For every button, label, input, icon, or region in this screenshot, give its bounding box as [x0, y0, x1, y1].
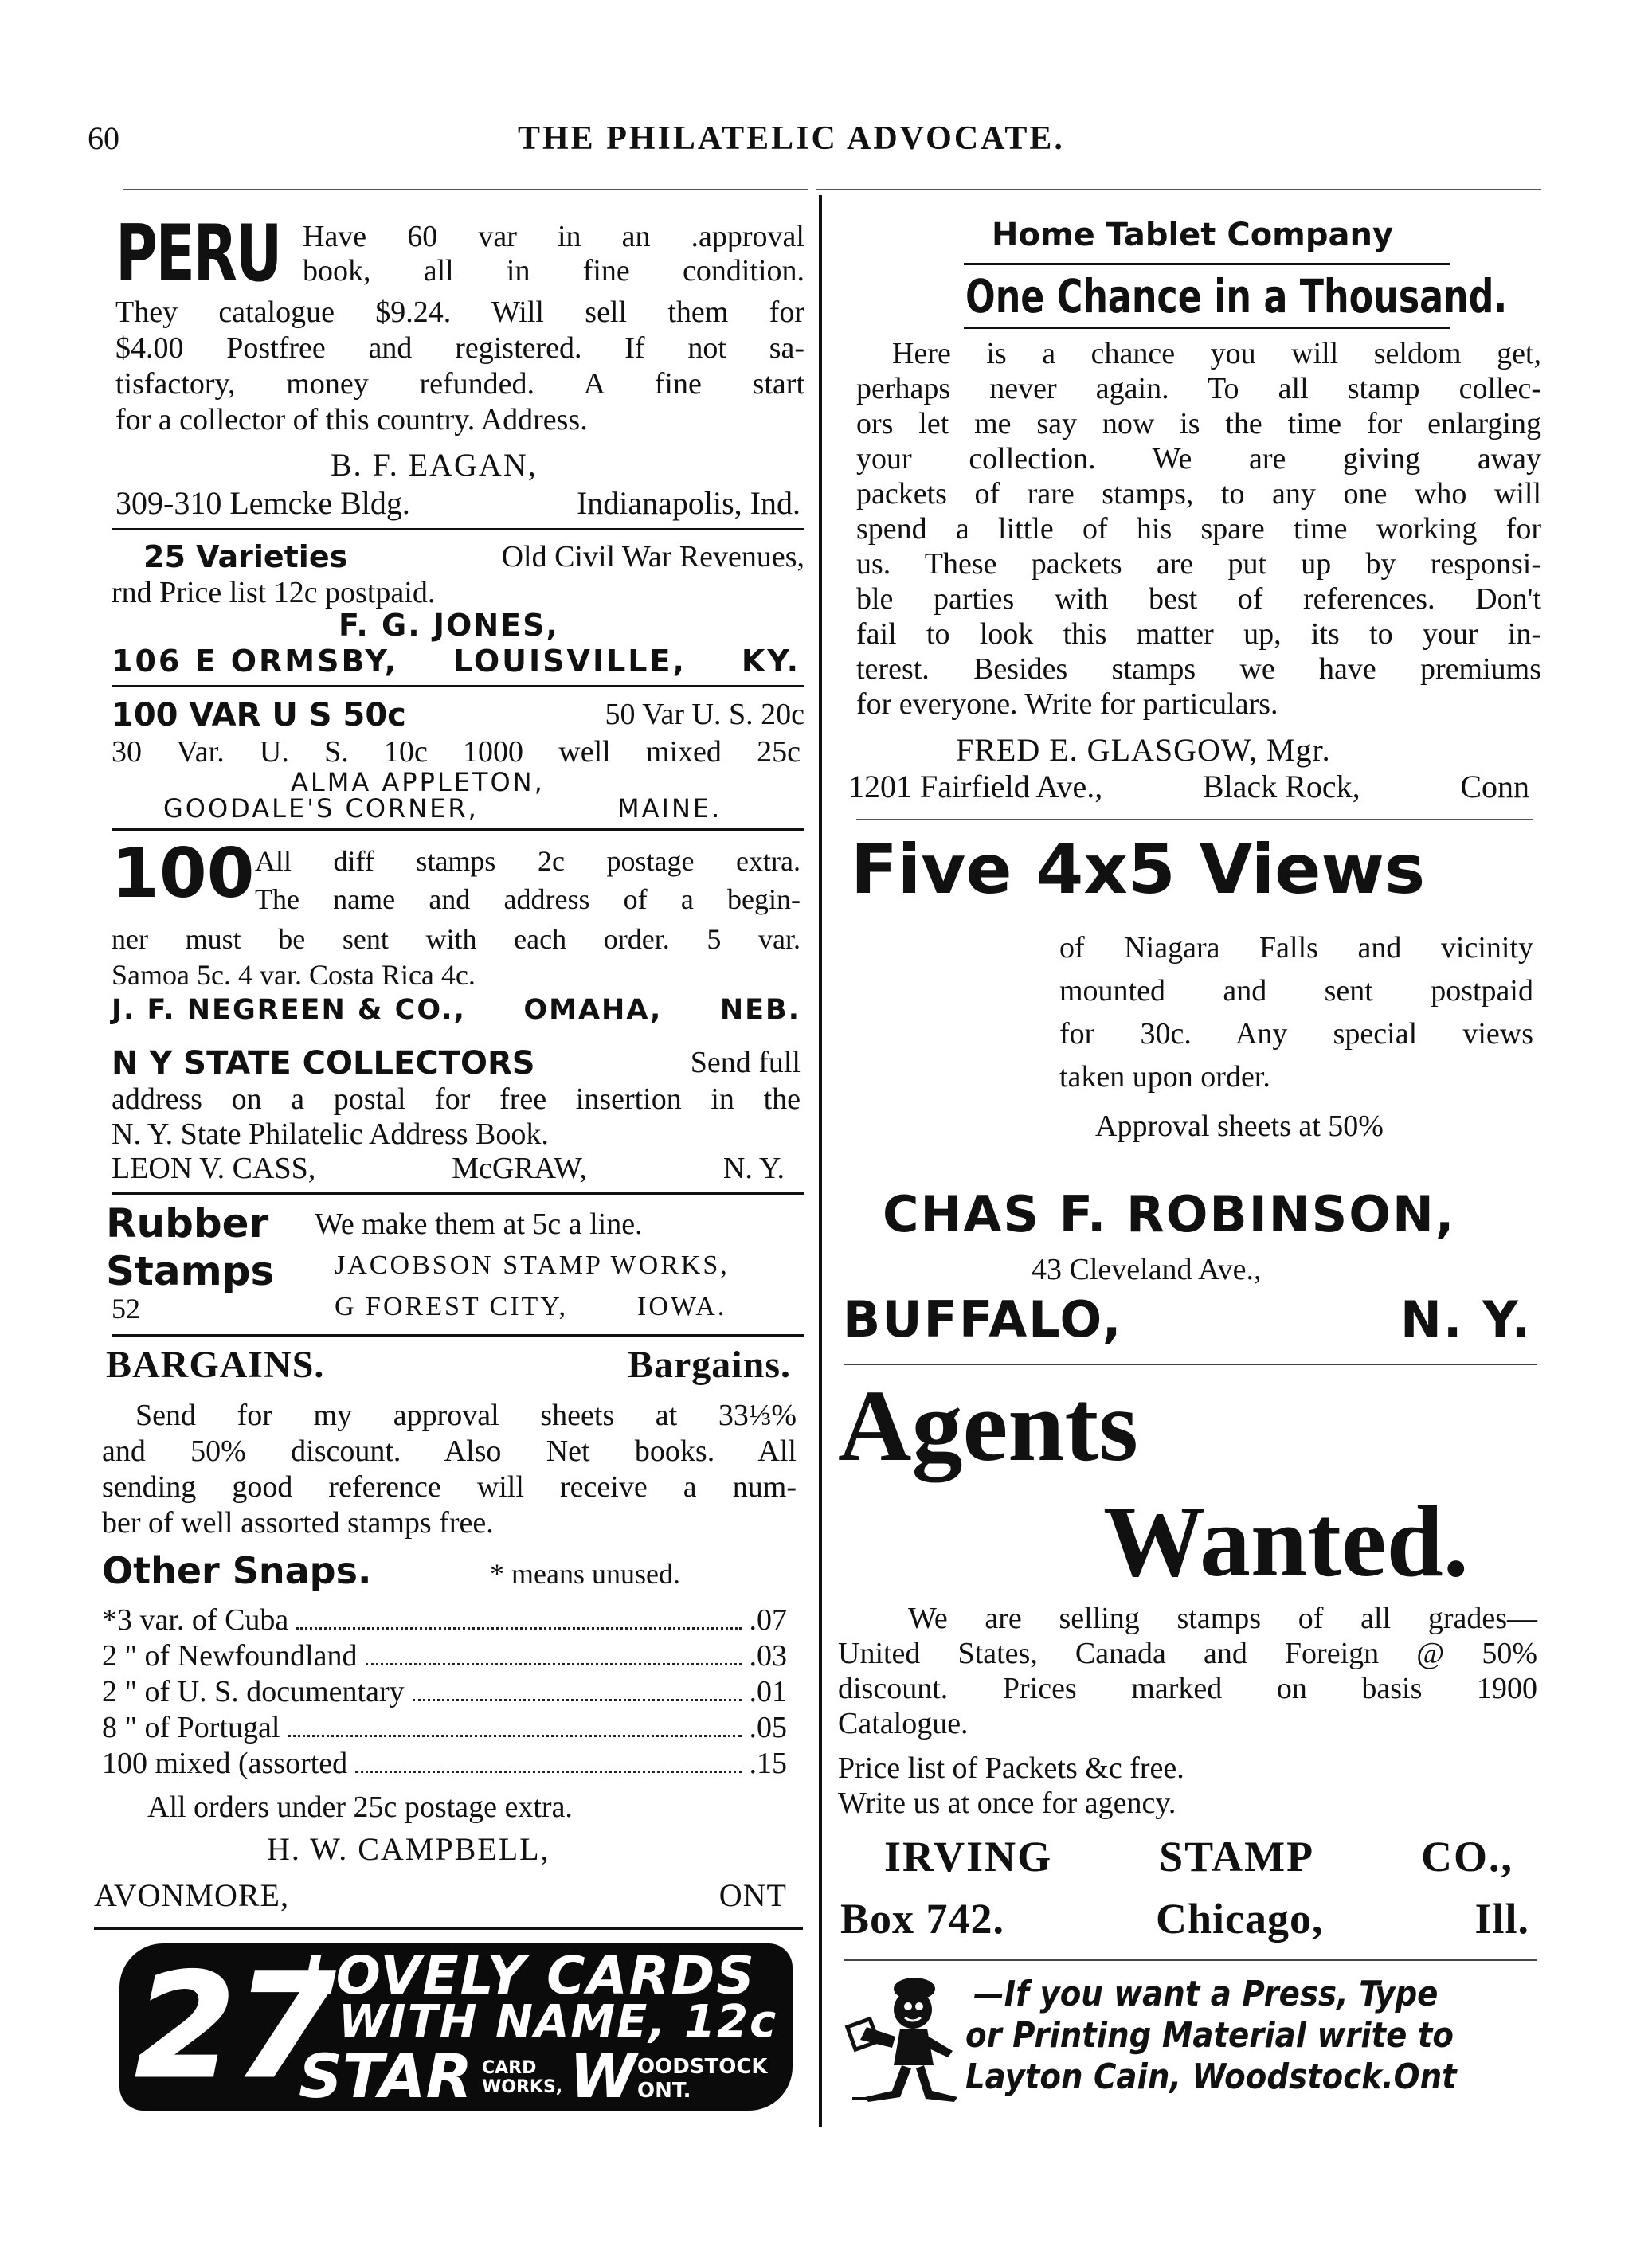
- irving-address-city: Chicago,: [1156, 1895, 1324, 1943]
- home-tablet-text-line: ors let me say now is the time for enlarging: [856, 407, 1541, 440]
- campbell-title-right: Bargains.: [627, 1344, 791, 1386]
- campbell-postage-note: All orders under 25c postage extra.: [147, 1790, 573, 1824]
- price-list-row: [102, 1638, 787, 1673]
- price-list-row: [102, 1603, 787, 1638]
- peru-advertiser-name: B. F. EAGAN,: [331, 447, 538, 483]
- cain-text-line: or Printing Material write to: [965, 2015, 1454, 2056]
- jacobson-company: JACOBSON STAMP WORKS,: [335, 1250, 730, 1280]
- negreen-text-line: The name and address of a begin-: [255, 883, 801, 915]
- jacobson-address-city: G FOREST CITY,: [335, 1292, 568, 1321]
- campbell-text-line: ber of well assorted stamps free.: [102, 1506, 494, 1540]
- campbell-address-province: ONT: [718, 1877, 787, 1913]
- header-rule-left: [123, 189, 808, 190]
- printer-devil-icon: [844, 1971, 964, 2107]
- banner-star: STAR: [299, 2041, 473, 2111]
- leader-dots: [355, 1746, 741, 1773]
- home-tablet-address: [848, 768, 1529, 805]
- campbell-snaps-note: * means unused.: [490, 1558, 680, 1590]
- negreen-address-city: OMAHA,: [523, 994, 663, 1026]
- price-list-price: .01: [749, 1675, 787, 1708]
- irving-company-word: CO.,: [1421, 1833, 1513, 1881]
- home-tablet-company: Home Tablet Company: [992, 217, 1394, 253]
- banner-number: 27: [135, 1943, 335, 2110]
- home-tablet-text-line: Here is a chance you will seldom get,: [892, 337, 1541, 370]
- irving-company-line: [884, 1832, 1513, 1881]
- column-divider: [819, 195, 822, 2127]
- irving-text-line: Catalogue.: [838, 1707, 969, 1740]
- header-rule-right: [816, 189, 1541, 190]
- robinson-city: BUFFALO,: [843, 1290, 1123, 1348]
- irving-address: [840, 1894, 1529, 1943]
- appleton-address-town: GOODALE'S CORNER,: [163, 793, 479, 824]
- irving-address-state: Ill.: [1474, 1895, 1529, 1943]
- jones-advertiser-name: F. G. JONES,: [339, 608, 559, 643]
- peru-address: [115, 484, 801, 522]
- peru-address-city: Indianapolis, Ind.: [576, 485, 801, 521]
- negreen-text-line: Samoa 5c. 4 var. Costa Rica 4c.: [112, 959, 476, 991]
- home-tablet-address-state: Conn: [1460, 769, 1529, 804]
- cass-lead-line: [112, 1045, 801, 1082]
- robinson-text-line: mounted and sent postpaid: [1059, 974, 1533, 1008]
- campbell-title-left: BARGAINS.: [106, 1344, 325, 1386]
- lovely-cards-banner: [119, 1943, 793, 2111]
- campbell-text-line: sending good reference will receive a num-: [102, 1470, 797, 1504]
- price-list-item: *3 var. of Cuba: [102, 1603, 289, 1637]
- price-list-item: 8 " of Portugal: [102, 1711, 280, 1744]
- home-tablet-address-street: 1201 Fairfield Ave.,: [848, 769, 1103, 804]
- robinson-text-line: for 30c. Any special views: [1059, 1017, 1533, 1051]
- jacobson-word-stamps: Stamps: [106, 1248, 275, 1294]
- leader-dots: [296, 1603, 741, 1630]
- peru-text-line: $4.00 Postfree and registered. If not sa-: [115, 331, 804, 365]
- irving-headline-wanted: Wanted.: [1103, 1485, 1469, 1598]
- price-list-row: [102, 1710, 787, 1745]
- cass-address: [112, 1151, 785, 1186]
- irving-text-line: Write us at once for agency.: [838, 1787, 1176, 1820]
- jacobson-word-rubber: Rubber: [106, 1200, 269, 1246]
- price-list-price: .15: [749, 1747, 787, 1780]
- price-list-row: [102, 1746, 787, 1781]
- irving-text-line: United States, Canada and Foreign @ 50%: [838, 1637, 1537, 1670]
- ad-divider: [856, 819, 1533, 820]
- ad-divider: [844, 1959, 1537, 1961]
- negreen-text-line: ner must be sent with each order. 5 var.: [112, 923, 801, 955]
- home-tablet-text-line: your collection. We are giving away: [856, 442, 1541, 476]
- price-list-item: 2 " of Newfoundland: [102, 1639, 358, 1673]
- peru-text-line: book, all in fine condition.: [303, 254, 804, 288]
- negreen-text-line: All diff stamps 2c postage extra.: [255, 845, 801, 877]
- cain-text-line: Layton Cain, Woodstock.Ont: [965, 2057, 1457, 2097]
- peru-address-street: 309-310 Lemcke Bldg.: [115, 485, 410, 521]
- home-tablet-address-town: Black Rock,: [1202, 769, 1360, 804]
- robinson-state: N. Y.: [1400, 1290, 1533, 1348]
- leader-dots: [366, 1638, 742, 1665]
- banner-woodstock: OODSTOCK ONT.: [637, 2055, 768, 2103]
- robinson-approval-note: Approval sheets at 50%: [1095, 1110, 1384, 1143]
- robinson-advertiser-name: CHAS F. ROBINSON,: [883, 1185, 1456, 1243]
- campbell-snaps-title: Other Snaps.: [102, 1549, 372, 1592]
- jones-address: [112, 644, 801, 679]
- leader-dots: [288, 1710, 741, 1737]
- company-underline: [964, 263, 1450, 265]
- robinson-street: 43 Cleveland Ave.,: [1032, 1253, 1262, 1286]
- home-tablet-text-line: perhaps never again. To all stamp collec-: [856, 372, 1541, 405]
- negreen-address-state: NEB.: [719, 994, 801, 1026]
- home-tablet-text-line: for everyone. Write for particulars.: [856, 687, 1278, 721]
- jones-text-line: rnd Price list 12c postpaid.: [112, 576, 436, 609]
- leader-dots: [413, 1674, 742, 1701]
- appleton-text-line: 30 Var. U. S. 10c 1000 well mixed 25c: [112, 735, 801, 769]
- home-tablet-text-line: fail to look this matter up, its to your in-: [856, 617, 1541, 651]
- banner-line1: LOVELY CARDS: [303, 1945, 756, 2006]
- jones-address-street: 106 E ORMSBY,: [112, 644, 399, 679]
- campbell-text-line: and 50% discount. Also Net books. All: [102, 1434, 797, 1468]
- price-list-item: 2 " of U. S. documentary: [102, 1675, 405, 1708]
- irving-address-box: Box 742.: [840, 1895, 1005, 1943]
- negreen-advertiser-name: J. F. NEGREEN & CO.,: [112, 994, 466, 1026]
- irving-company-word: STAMP: [1159, 1833, 1315, 1881]
- peru-text-line: tisfactory, money refunded. A fine start: [115, 367, 804, 401]
- campbell-address: [94, 1877, 787, 1914]
- appleton-advertiser-name: ALMA APPLETON,: [291, 767, 545, 797]
- banner-w: W: [570, 2041, 636, 2111]
- irving-company-word: IRVING: [884, 1833, 1053, 1881]
- page-number: 60: [88, 120, 119, 156]
- negreen-address: [112, 994, 801, 1026]
- home-tablet-headline: One Chance in a Thousand.: [965, 269, 1508, 323]
- cass-lead: N Y STATE COLLECTORS: [112, 1045, 535, 1082]
- jacobson-address-number: 52: [112, 1293, 140, 1325]
- home-tablet-advertiser-name: FRED E. GLASGOW, Mgr.: [956, 732, 1331, 768]
- appleton-lead-line: [112, 697, 804, 734]
- banner-card-works: CARD WORKS,: [482, 2058, 563, 2097]
- jacobson-text-line: We make them at 5c a line.: [315, 1207, 643, 1241]
- jones-address-state: KY.: [741, 644, 801, 679]
- campbell-title-line: [106, 1343, 791, 1387]
- ad-divider: [112, 1192, 804, 1195]
- headline-underline: [964, 327, 1450, 329]
- cain-text-line: —If you want a Press, Type: [973, 1974, 1439, 2014]
- negreen-big-number: 100: [112, 834, 255, 914]
- cass-address-city: McGRAW,: [452, 1152, 587, 1185]
- cass-lead-rest: Send full: [690, 1046, 801, 1079]
- jones-lead-line: [143, 539, 804, 574]
- robinson-text-line: taken upon order.: [1059, 1060, 1270, 1094]
- home-tablet-text-line: us. These packets are put up by responsi-: [856, 547, 1541, 581]
- irving-text-line: Price list of Packets &c free.: [838, 1751, 1184, 1785]
- jones-lead-rest: Old Civil War Revenues,: [501, 540, 804, 573]
- home-tablet-text-line: ble parties with best of references. Don't: [856, 582, 1541, 616]
- cass-address-state: N. Y.: [722, 1152, 785, 1185]
- ad-divider: [112, 828, 804, 831]
- price-list-price: .05: [749, 1711, 787, 1744]
- campbell-advertiser-name: H. W. CAMPBELL,: [267, 1831, 550, 1867]
- home-tablet-text-line: packets of rare stamps, to any one who will: [856, 477, 1541, 511]
- campbell-address-town: AVONMORE,: [94, 1877, 289, 1913]
- home-tablet-text-line: spend a little of his spare time working for: [856, 512, 1541, 546]
- jones-address-city: LOUISVILLE,: [453, 644, 687, 679]
- appleton-lead-rest: 50 Var U. S. 20c: [605, 698, 804, 731]
- peru-text-line: for a collector of this country. Address.: [115, 403, 588, 436]
- ad-divider: [94, 1927, 803, 1930]
- campbell-text-line: Send for my approval sheets at 33⅓%: [135, 1399, 797, 1432]
- irving-text-line: discount. Prices marked on basis 1900: [838, 1672, 1537, 1705]
- irving-headline-agents: Agents: [838, 1369, 1138, 1482]
- jones-lead: 25 Varieties: [143, 539, 348, 574]
- cass-text-line: address on a postal for free insertion in the: [112, 1082, 801, 1116]
- price-list-price: .07: [749, 1603, 787, 1637]
- ad-divider: [844, 1364, 1537, 1365]
- masthead-title: THE PHILATELIC ADVOCATE.: [518, 120, 1065, 157]
- peru-text-line: They catalogue $9.24. Will sell them for: [115, 295, 804, 329]
- price-list-price: .03: [749, 1639, 787, 1673]
- banner-line2: WITH NAME, 12c: [339, 1996, 778, 2048]
- cass-advertiser-name: LEON V. CASS,: [112, 1152, 316, 1185]
- appleton-lead: 100 VAR U S 50c: [112, 697, 406, 734]
- irving-text-line: We are selling stamps of all grades—: [908, 1602, 1537, 1635]
- ad-divider: [112, 528, 804, 530]
- price-list-row: [102, 1674, 787, 1709]
- jacobson-address-state: IOWA.: [637, 1292, 727, 1321]
- cass-text-line: N. Y. State Philatelic Address Book.: [112, 1117, 549, 1151]
- robinson-headline: Five 4x5 Views: [851, 830, 1426, 910]
- ad-divider: [112, 685, 804, 687]
- ad-divider: [112, 1334, 804, 1337]
- home-tablet-text-line: terest. Besides stamps we have premiums: [856, 652, 1541, 686]
- peru-headline: PERU: [115, 209, 280, 299]
- robinson-text-line: of Niagara Falls and vicinity: [1059, 931, 1533, 965]
- peru-text-line: Have 60 var in an .approval: [303, 220, 804, 253]
- price-list-item: 100 mixed (assorted: [102, 1747, 348, 1780]
- appleton-address-state: MAINE.: [617, 793, 722, 824]
